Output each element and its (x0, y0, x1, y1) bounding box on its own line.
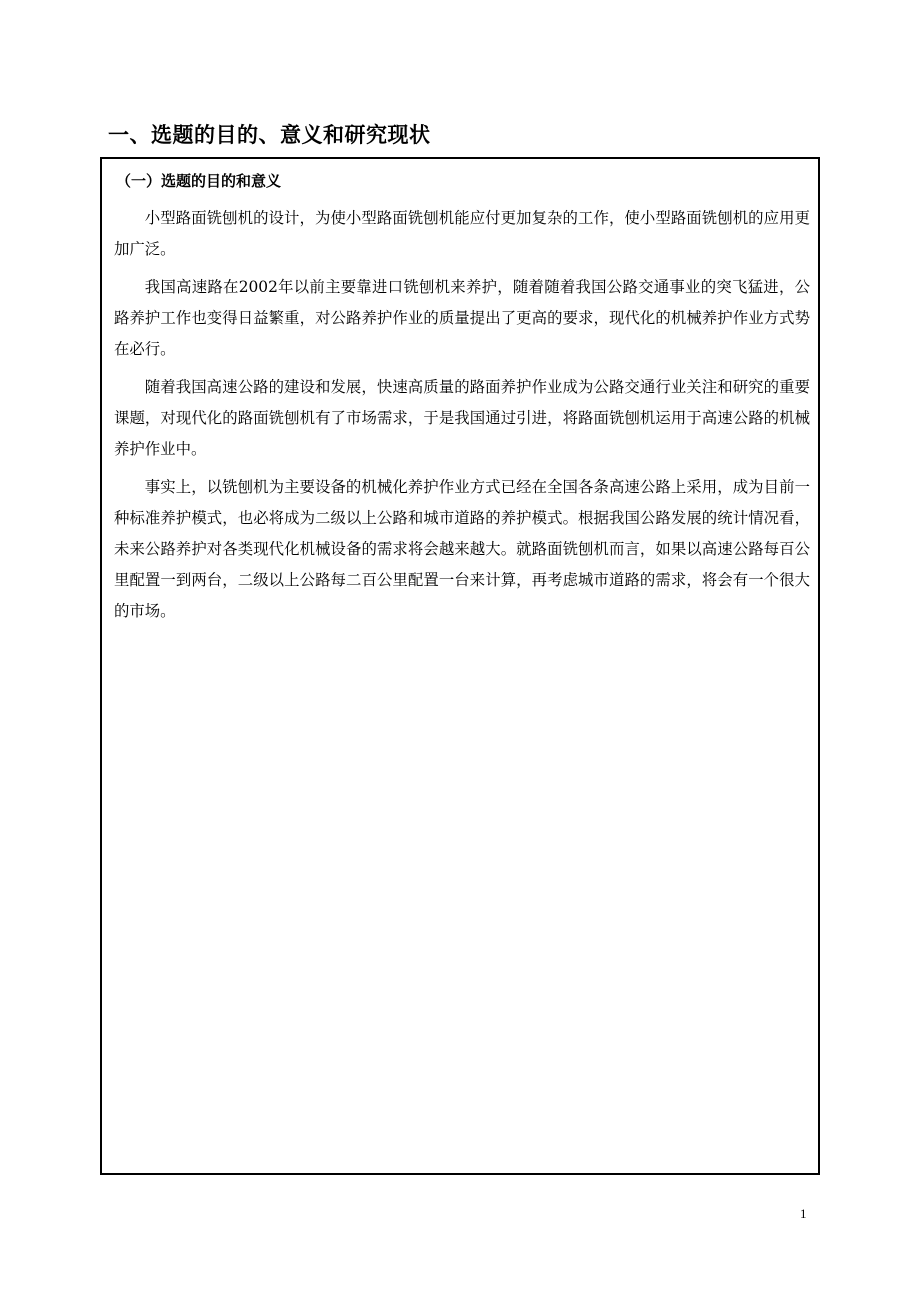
body-text (114, 203, 810, 634)
content-box (100, 157, 820, 1175)
section-heading: 一、选题的目的、意义和研究现状 (108, 123, 431, 147)
paragraph-3: 随着我国高速公路的建设和发展，快速高质量的路面养护作业成为公路交通行业关注和研究的重要课题，对现代化的路面铣刨机有了市场需求，于是我国通过引进，将路面铣刨机运用于高速公路的机械养护作业中。 (114, 378, 810, 458)
paragraph-4: 事实上，以铣刨机为主要设备的机械化养护作业方式已经在全国各条高速公路上采用，成为目前一种标准养护模式，也必将成为二级以上公路和城市道路的养护模式。根据我国公路发展的统计情况看，未来公路养护对各类现代化机械设备的需求将会越来越大。就路面铣刨机而言，如果以高速公路每百公里配置一到两台，二级以上公路每二百公里配置一台来计算，再考虑城市道路的需求，将会有一个很大的市场。 (114, 478, 810, 620)
subsection-heading: （一）选题的目的和意义 (116, 172, 282, 190)
page-number: 1 (800, 1206, 807, 1221)
paragraph-1: 小型路面铣刨机的设计，为使小型路面铣刨机能应付更加复杂的工作，使小型路面铣刨机的应用更加广泛。 (114, 209, 810, 258)
paragraph-2: 我国高速路在2002年以前主要靠进口铣刨机来养护，随着随着我国公路交通事业的突飞猛进，公路养护工作也变得日益繁重，对公路养护作业的质量提出了更高的要求，现代化的机械养护作业方式势在必行。 (114, 278, 810, 358)
